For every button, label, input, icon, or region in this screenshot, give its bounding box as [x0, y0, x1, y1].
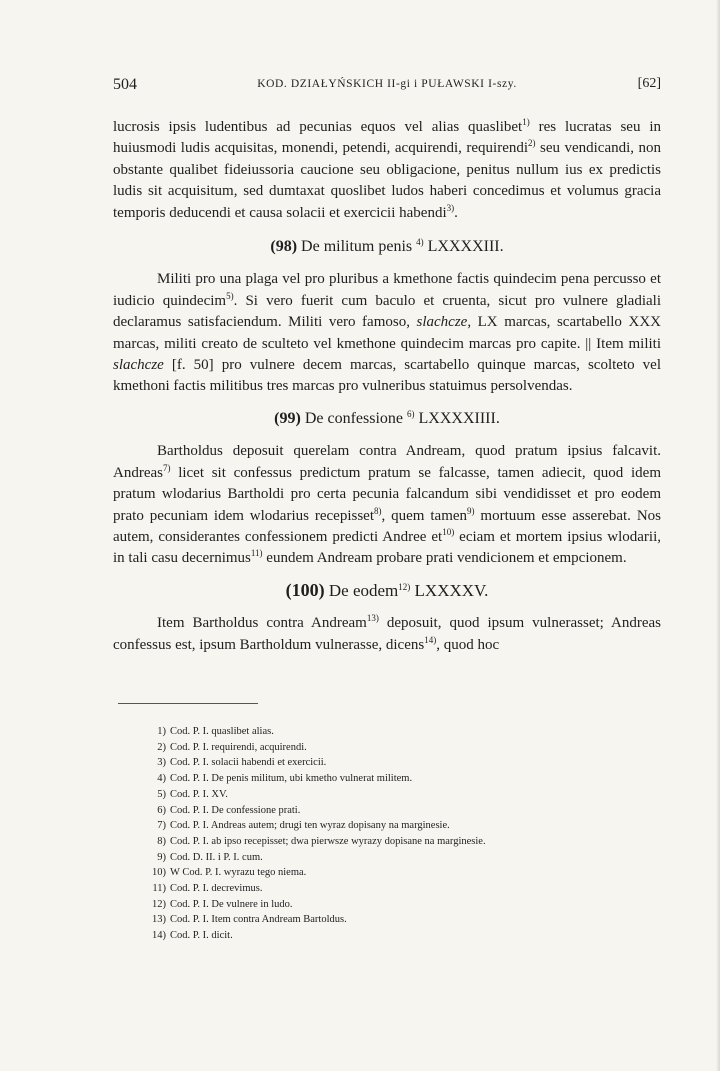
footnote-ref: 13): [366, 613, 379, 624]
footnote: 5) Cod. P. I. XV.: [157, 788, 228, 800]
intro-paragraph: lucrosis ipsis ludentibus ad pecunias equos vel alias quaslibet$^{1)}$ res lucratas seu in huiusmodi ludis acquisitas, monendi, petendi, acquirendi, requirendi$^{2)}$ seu vendicandi, non obstante qualibet fideiussoria caucione seu obligacione, penitus nullum ius ex predictis ludis sit acquisitum, sed dumtaxat quoslibet ludos haberi concedimus et volumus gracia temporis deducendi et causa solacii et exercicii habendi$^{3)}$.: [113, 117, 661, 221]
running-title: KOD. DZIAŁYŃSKICH II-gi i PUŁAWSKI I-szy.: [257, 78, 517, 90]
footnote-ref: 14): [424, 634, 437, 645]
footnotes: [146, 724, 626, 944]
footnote-ref: 6): [407, 408, 415, 419]
paragraph-reference: [62]: [637, 76, 661, 91]
section-99-paragraph: Bartholdus deposuit querelam contra Andream, quod pratum ipsius falcavit. Andreas$^{7)}$ licet sit confessus predictum pratum se falcasse, tamen adiecit, quod idem pratum wlodarius Bartholdi pro certa pecunia falcandum sibi vendidisset et pro eodem prato pecuniam idem wlodarius recepisset$^{8)}$, quem tamen$^{9)}$ mortuum esse asserebat. Nos autem, considerantes confessionem predicti Andree $et^{10)}$ eciam et mortem ipsius wlodarii, in tali casu decernimus$^{11)}$ eundem Andream probare prati vendicionem et empcionem.: [113, 443, 661, 567]
footnote-ref: 12): [398, 581, 411, 592]
footnote-ref: 7): [162, 462, 171, 473]
italic-term: slachcze: [416, 314, 468, 331]
footnote: 12) Cod. P. I. De vulnere in ludo.: [152, 898, 293, 910]
page-number: 504: [113, 76, 137, 93]
italic-term: slachcze: [113, 357, 164, 374]
footnote: 7) Cod. P. I. Andreas autem; drugi ten wyraz dopisany na marginesie.: [157, 820, 450, 832]
footnote-ref: 3): [446, 202, 455, 213]
footnote: 1) Cod. P. I. quaslibet alias.: [157, 726, 274, 737]
footnote: 11) Cod. P. I. decrevimus.: [152, 883, 263, 895]
footnote-ref: 10): [442, 526, 455, 537]
footnote: 2) Cod. P. I. requirendi, acquirendi.: [157, 741, 307, 753]
page-edge-shadow: [716, 0, 720, 1071]
running-header: [113, 76, 661, 98]
section-heading-100: (100) De eodem$^{12)}$ LXXXXV.: [285, 579, 489, 600]
section-heading-98: (98) De militum penis $^{4)}$ LXXXXIII.: [270, 237, 504, 256]
section-heading-99: (99) De confessione $^{6)}$ LXXXXIIII.: [274, 408, 500, 427]
section-100-paragraph: Item Bartholdus contra Andream$^{13)}$ deposuit, quod ipsum vulnerasset; Andreas confessus est, ipsum Bartholdum vulnerasse, dicens$^{14)}$, quod hoc: [113, 613, 661, 653]
footnote-ref: 4): [416, 237, 424, 248]
section-98-paragraph: Militi pro una plaga vel pro pluribus a kmethone factis quindecim pena percusso et iudicio quindecim$^{5)}$. Si vero fuerit cum baculo et cruenta, sicut pro vulnere gladiali declaramus satisfaciendum. Militi vero famoso, slachcze, LX marcas, scartabello XXX marcas, militi creato de sculteto vel kmethone quindecim marcas pro capite. || Item militi slachcze [f. 50] pro vulnere decem marcas, scartabello quinque marcas, scolteto vel kmethoni factis militibus tres marcas pro vulneribus statuimus persolvendas.: [113, 271, 661, 395]
footnote-ref: 1): [522, 117, 530, 127]
footnote: 10) W Cod. P. I. wyrazu tego niema.: [152, 867, 307, 879]
footnote: 4) Cod. P. I. De penis militum, ubi kmetho vulnerat militem.: [157, 773, 413, 785]
footnote-separator: [118, 703, 258, 704]
footnote: 14) Cod. P. I. dicit.: [152, 930, 233, 942]
footnote: 8) Cod. P. I. ab ipso recepisset; dwa pierwsze wyrazy dopisane na marginesie.: [157, 835, 486, 847]
footnote: 9) Cod. D. II. i P. I. cum.: [157, 851, 263, 863]
footnote: 6) Cod. P. I. De confessione prati.: [157, 804, 301, 816]
footnote-ref: 5): [226, 290, 234, 301]
main-text: [113, 117, 661, 656]
footnote-ref: 9): [467, 505, 475, 516]
footnote: 13) Cod. P. I. Item contra Andream Bartoldus.: [152, 914, 347, 926]
footnote: 3) Cod. P. I. solacii habendi et exercicii.: [157, 757, 327, 769]
footnote-ref: 11): [250, 548, 263, 559]
footnote-ref: 8): [374, 505, 382, 516]
folio-marker: [f. 50]: [163, 357, 222, 374]
footnote-ref: 2): [528, 138, 536, 149]
